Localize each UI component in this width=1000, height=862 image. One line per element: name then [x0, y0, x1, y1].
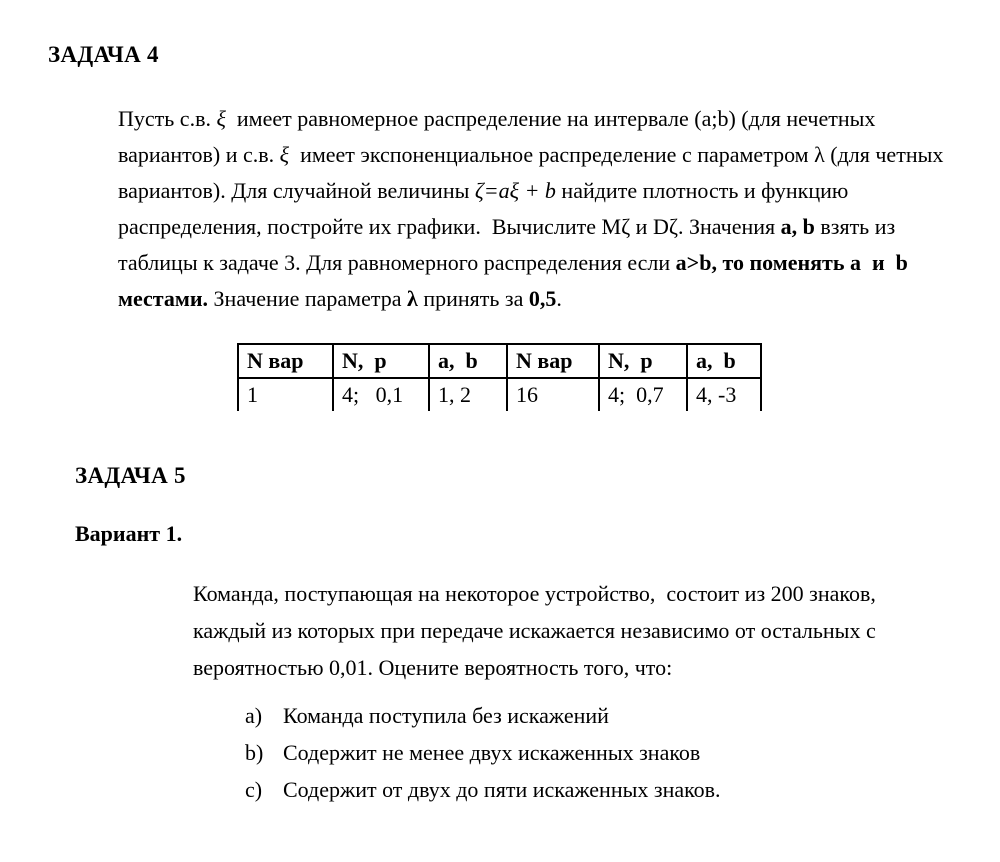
table-header-cell: a, b [687, 344, 761, 378]
list-item [245, 734, 950, 771]
table-header-row [238, 344, 761, 378]
table-row [238, 378, 761, 411]
table-cell: 4, -3 [687, 378, 761, 411]
list-item-marker: a) [245, 703, 263, 728]
table-cell: 1, 2 [429, 378, 507, 411]
table-cell: 4; 0,7 [599, 378, 687, 411]
task5-paragraph: Команда, поступающая на некоторое устройство, состоит из 200 знаков, каждый из которых при передаче искажается независимо от остальных с вероятностью 0,01. Оцените вероятность того, что: [193, 581, 882, 680]
task4-heading: ЗАДАЧА 4 [48, 42, 159, 67]
variants-table [237, 343, 762, 411]
table-header-cell: N вар [238, 344, 333, 378]
problem-list [245, 697, 950, 808]
table-header-cell: N, p [599, 344, 687, 378]
table-header-cell: a, b [429, 344, 507, 378]
table-header-cell: N, p [333, 344, 429, 378]
table-header-cell: N вар [507, 344, 599, 378]
list-item-text: Команда поступила без искажений [283, 703, 609, 728]
list-item-text: Содержит от двух до пяти искаженных знаков. [283, 777, 721, 802]
table-cell: 16 [507, 378, 599, 411]
task5-heading: ЗАДАЧА 5 [75, 463, 186, 488]
list-item [245, 771, 950, 808]
table-cell: 1 [238, 378, 333, 411]
list-item-marker: b) [245, 740, 264, 765]
list-item-text: Содержит не менее двух искаженных знаков [283, 740, 701, 765]
list-item [245, 697, 950, 734]
variant-label: Вариант 1. [75, 521, 183, 546]
list-item-marker: c) [245, 777, 263, 802]
task4-paragraph: Пусть с.в. ξ имеет равномерное распределение на интервале (a;b) (для нечетных вариантов) и с.в. ξ имеет экспоненциальное распределение с параметром λ (для четных вариантов). Для случайной величины ζ=aξ + b найдите плотность и функцию распределения, постройте их графики. Вычислите Mζ и Dζ. Значения a, b взять из таблицы к задаче 3. Для равномерного распределения если a>b, то поменять a и b местами. Значение параметра λ принять за 0,5. [118, 106, 949, 311]
table-cell: 4; 0,1 [333, 378, 429, 411]
